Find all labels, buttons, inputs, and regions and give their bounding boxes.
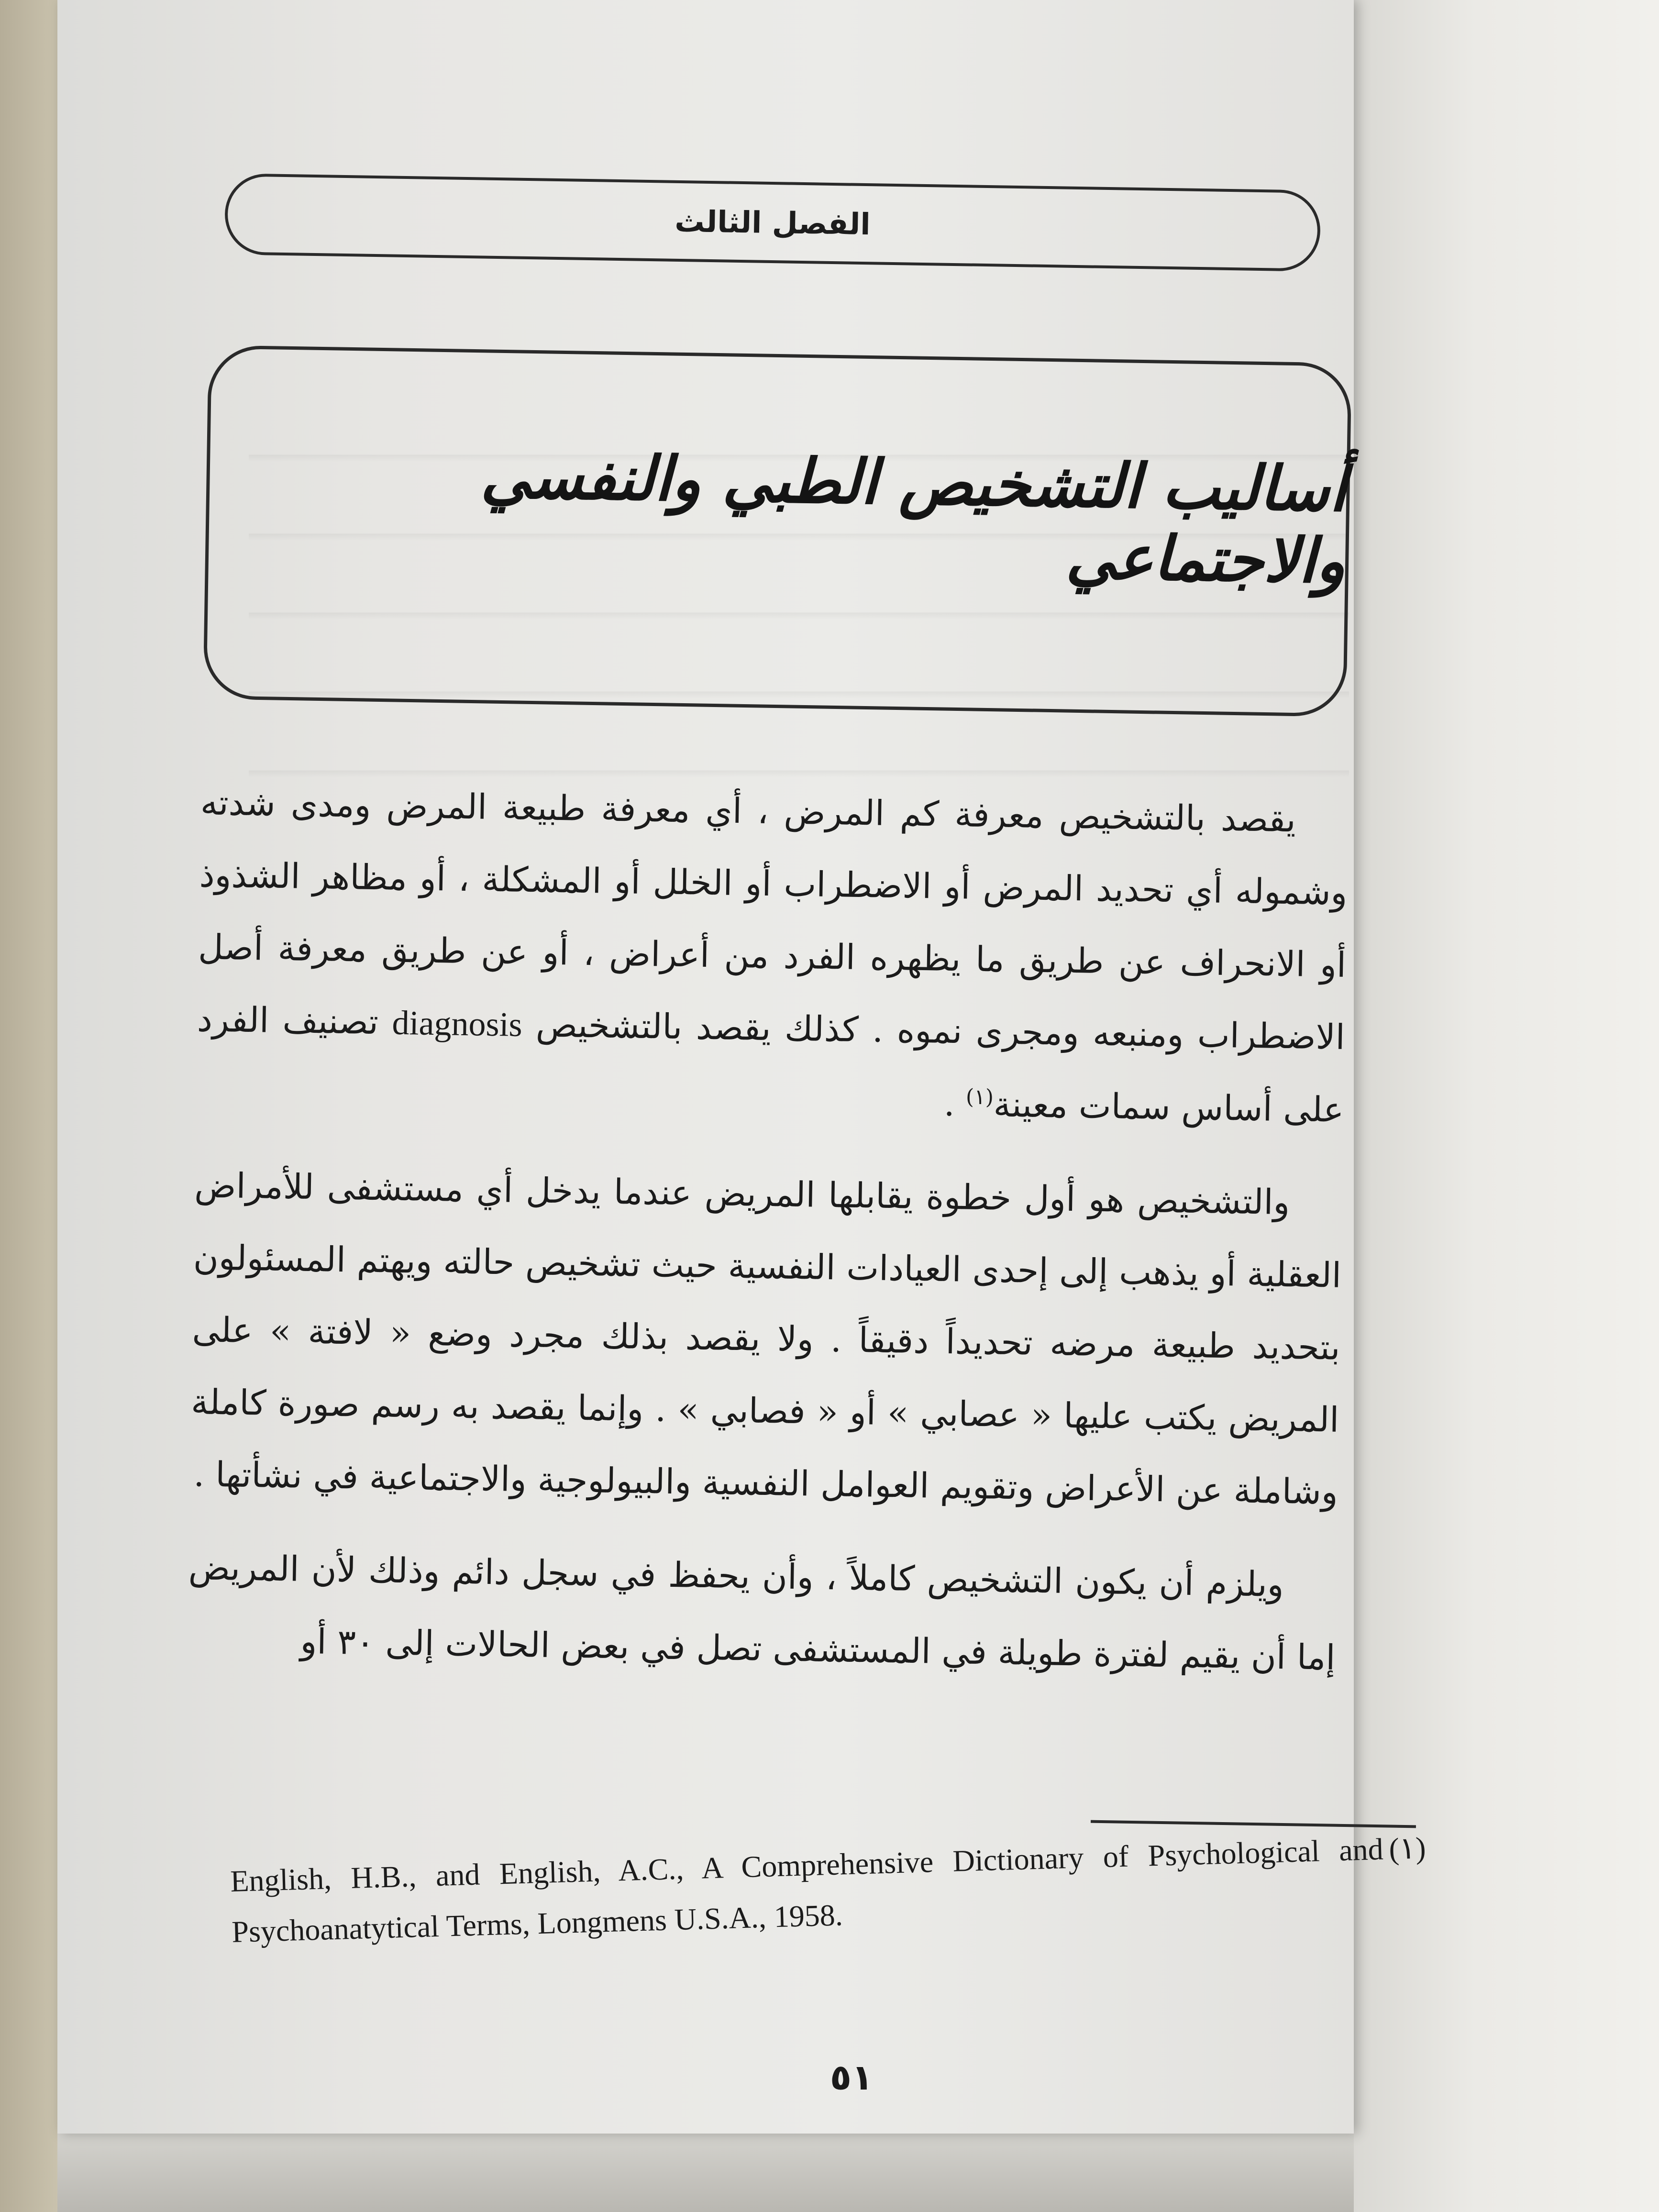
chapter-title: أساليب التشخيص الطبي والنفسي والاجتماعي <box>480 440 1347 597</box>
chapter-title-box <box>203 345 1351 717</box>
paragraph-3: ويلزم أن يكون التشخيص كاملاً ، وأن يحفظ في سجل دائم وذلك لأن المريض إما أن يقيم لفترة طويلة في المستشفى تصل في بعض الحالات إلى ٣٠ أو <box>188 1547 1336 1678</box>
footnote-text: English, H.B., and English, A.C., A Comprehensive Dictionary of Psychological and Psychoanatytical Terms, Longmens U.S.A., 1958. <box>230 1832 1384 1949</box>
chapter-label-box <box>224 173 1321 272</box>
paragraph-2: والتشخيص هو أول خطوة يقابلها المريض عندما يدخل أي مستشفى للأمراض العقلية أو يذهب إلى إحدى العيادات النفسية حيث تشخيص حالته ويهتم المسئولون بتحديد طبيعة مرضه تحديداً دقيقاً . ولا يقصد بذلك مجرد وضع « لافتة » على المريض يكتب عليها « عصابي » أو « فصابي » . وإنما يقصد به رسم صورة كاملة وشاملة عن الأعراض وتقويم العوامل النفسية والبيولوجية والاجتماعية في نشأتها . <box>190 1165 1342 1512</box>
paragraph-1 <box>195 766 1349 1146</box>
chapter-label: الفصل الثالث <box>674 203 871 242</box>
paragraph-1-text-b: تصنيف الفرد على أساس سمات معينة <box>197 999 1344 1130</box>
body-text <box>187 766 1349 1714</box>
english-term: diagnosis <box>392 1003 523 1044</box>
paragraph-1-text-c: . <box>943 1083 955 1124</box>
page-bottom-shadow <box>57 2124 1354 2212</box>
page-number: ٥١ <box>830 2057 874 2098</box>
footnote-reference: (١) <box>965 1084 994 1110</box>
paragraph-1-text-a: يقصد بالتشخيص معرفة كم المرض ، أي معرفة طبيعة المرض ومدى شدته وشموله أي تحديد المرض أو الاضطراب أو الخلل أو المشكلة ، أو مظاهر الشذوذ أو الانحراف عن طريق ما يظهره الفرد من أعراض ، أو عن طريق معرفة أصل الاضطراب ومنبعه ومجرى نموه . كذلك يقصد بالتشخيص <box>198 782 1348 1057</box>
background-left <box>0 0 57 2212</box>
footnote-marker: (١) <box>1388 1831 1427 1866</box>
